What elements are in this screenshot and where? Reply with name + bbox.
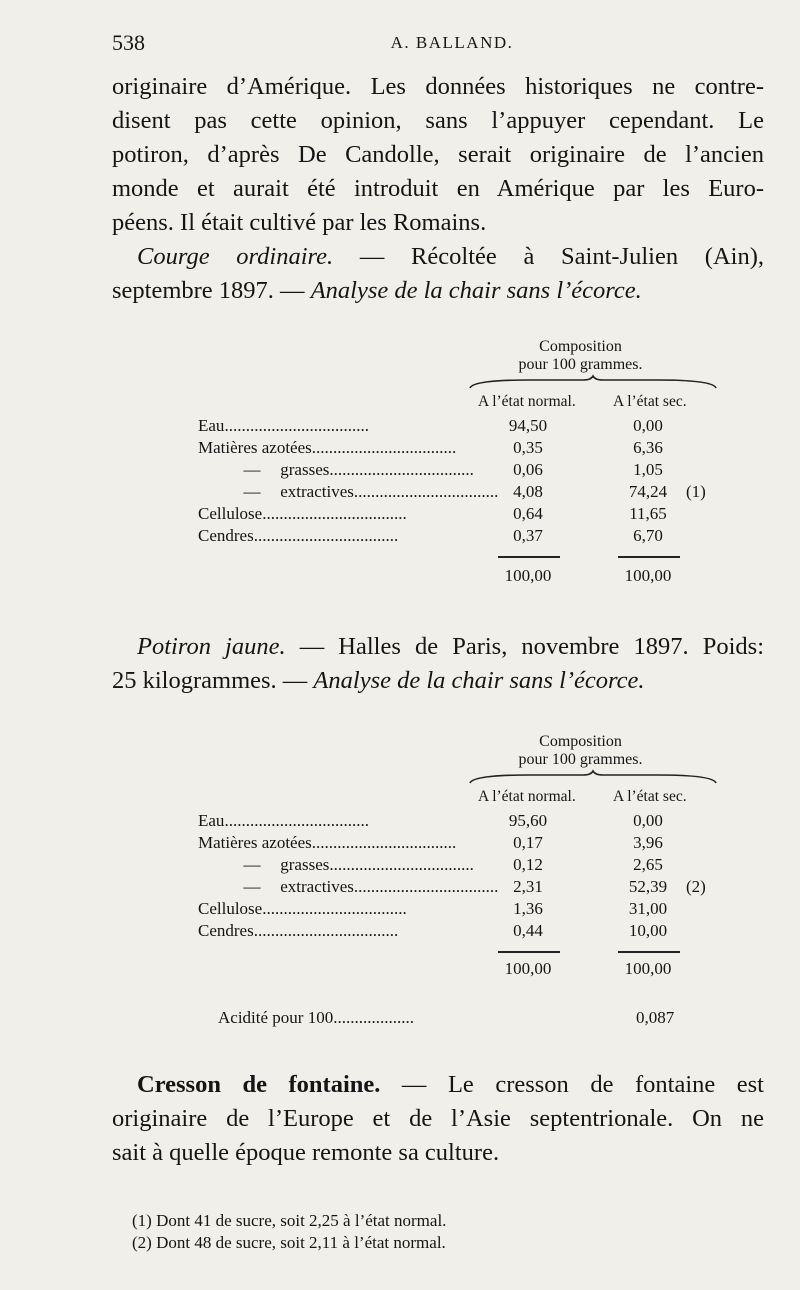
value-dry: 52,39 <box>628 877 668 896</box>
value-normal: 4,08 <box>513 482 543 501</box>
table-row <box>198 416 718 438</box>
value-normal: 0,35 <box>513 438 543 457</box>
footnote-ref: (2) <box>686 877 706 896</box>
value-dry: 11,65 <box>629 504 667 523</box>
analysis-note: Analyse de la chair sans l’écorce. <box>310 277 642 304</box>
value-normal: 0,37 <box>513 526 543 545</box>
col-dry: A l’état sec. <box>613 788 687 805</box>
ditto-mark: — <box>243 460 261 479</box>
footnote-1: (1) Dont 41 de sucre, soit 2,25 à l’état normal. <box>132 1211 447 1230</box>
col-dry: A l’état sec. <box>613 393 687 410</box>
text-line: sait à quelle époque remonte sa culture. <box>112 1139 500 1166</box>
brace-icon <box>468 771 718 787</box>
total-row: 100,00 100,00 <box>504 566 672 585</box>
running-head: A. BALLAND. <box>390 33 514 52</box>
value-normal: 0,64 <box>513 504 543 523</box>
sum-rule <box>618 556 680 558</box>
paragraph-potiron <box>112 630 764 698</box>
total-row: 100,00 100,00 <box>504 959 672 978</box>
ditto-mark: — <box>243 877 261 896</box>
composition-table-courge <box>198 338 718 588</box>
row-label: Cellulose.................................. <box>198 899 407 918</box>
value-normal: 0,44 <box>513 921 543 940</box>
text-line: disent pas cette opinion, sans l’appuyer cependant. Le <box>112 107 764 134</box>
value-dry: 0,00 <box>633 416 663 435</box>
table-row <box>198 504 718 526</box>
value-normal: 1,36 <box>513 899 543 918</box>
row-label: Matières azotées.................................. <box>198 438 457 457</box>
value-normal: 94,50 <box>508 416 548 435</box>
row-label: — extractives.................................. <box>198 877 460 897</box>
row-label: Eau.................................. <box>198 811 369 830</box>
page-number: 538 <box>112 30 145 55</box>
row-label: — grasses.................................. <box>198 460 460 480</box>
table-row <box>198 833 718 855</box>
acidity-label: Acidité pour 100................... <box>218 1008 414 1027</box>
text-line: péens. Il était cultivé par les Romains. <box>112 209 487 236</box>
text-line: potiron, d’après De Candolle, serait originaire de l’ancien <box>112 141 764 168</box>
sum-rule <box>498 951 560 953</box>
table-row <box>198 526 718 548</box>
value-normal: 0,06 <box>513 460 543 479</box>
acidity-value: 0,087 <box>636 1008 675 1027</box>
paragraph-courge <box>112 240 764 308</box>
text-line: originaire d’Amérique. Les données historiques ne contre- <box>112 73 764 100</box>
footnote-ref: (1) <box>686 482 706 501</box>
footnotes <box>132 1210 446 1254</box>
value-dry: 2,65 <box>633 855 663 874</box>
row-label: Cendres.................................. <box>198 526 399 545</box>
footnote-2: (2) Dont 48 de sucre, soit 2,11 à l’état normal. <box>132 1233 446 1252</box>
table-row <box>198 438 718 460</box>
row-label: Eau.................................. <box>198 416 369 435</box>
analysis-note: Analyse de la chair sans l’écorce. <box>313 667 645 694</box>
value-normal: 2,31 <box>513 877 543 896</box>
table-row <box>198 877 718 899</box>
text-line: 25 kilogrammes. — Analyse de la chair sans l’écorce. <box>112 667 645 694</box>
value-dry: 0,00 <box>633 811 663 830</box>
value-normal: 0,17 <box>513 833 543 852</box>
value-normal: 0,12 <box>513 855 543 874</box>
value-dry: 6,36 <box>633 438 663 457</box>
variety-name: Potiron jaune. <box>137 633 286 660</box>
sum-rule <box>498 556 560 558</box>
variety-name: Courge ordinaire. <box>137 243 334 270</box>
text-line: Courge ordinaire. — Récoltée à Saint-Julien (Ain), <box>137 243 764 270</box>
table-row <box>198 482 718 504</box>
row-label: — grasses.................................. <box>198 855 460 875</box>
value-normal: 95,60 <box>508 811 548 830</box>
table-row <box>198 460 718 482</box>
composition-table-potiron <box>198 733 718 1033</box>
paragraph-origin <box>112 70 764 240</box>
composition-header: Composition pour 100 grammes. <box>518 733 643 768</box>
row-label: Matières azotées.................................. <box>198 833 457 852</box>
row-label: — extractives.................................. <box>198 482 460 502</box>
value-dry: 3,96 <box>633 833 663 852</box>
text-line: originaire de l’Europe et de l’Asie septentrionale. On ne <box>112 1105 764 1132</box>
table-row <box>198 899 718 921</box>
brace-icon <box>468 376 718 392</box>
value-dry: 1,05 <box>633 460 663 479</box>
text-line: Potiron jaune. — Halles de Paris, novembre 1897. Poids: <box>137 633 764 660</box>
table-row <box>198 855 718 877</box>
section-heading: Cresson de fontaine. <box>137 1071 381 1098</box>
row-label: Cendres.................................. <box>198 921 399 940</box>
value-dry: 74,24 <box>628 482 668 501</box>
col-normal: A l’état normal. <box>478 788 576 805</box>
row-label: Cellulose.................................. <box>198 504 407 523</box>
text-line: septembre 1897. — Analyse de la chair sans l’écorce. <box>112 277 642 304</box>
value-dry: 31,00 <box>628 899 668 918</box>
text-line: monde et aurait été introduit en Amérique par les Euro- <box>112 175 764 202</box>
text-line: Cresson de fontaine. — Le cresson de fontaine est <box>137 1071 764 1098</box>
ditto-mark: — <box>243 482 261 501</box>
value-dry: 6,70 <box>633 526 663 545</box>
table-row <box>198 921 718 943</box>
ditto-mark: — <box>243 855 261 874</box>
page-header <box>112 30 762 60</box>
paragraph-cresson <box>112 1068 764 1170</box>
table-row <box>198 811 718 833</box>
value-dry: 10,00 <box>628 921 668 940</box>
col-normal: A l’état normal. <box>478 393 576 410</box>
composition-header: Composition pour 100 grammes. <box>518 338 643 373</box>
sum-rule <box>618 951 680 953</box>
